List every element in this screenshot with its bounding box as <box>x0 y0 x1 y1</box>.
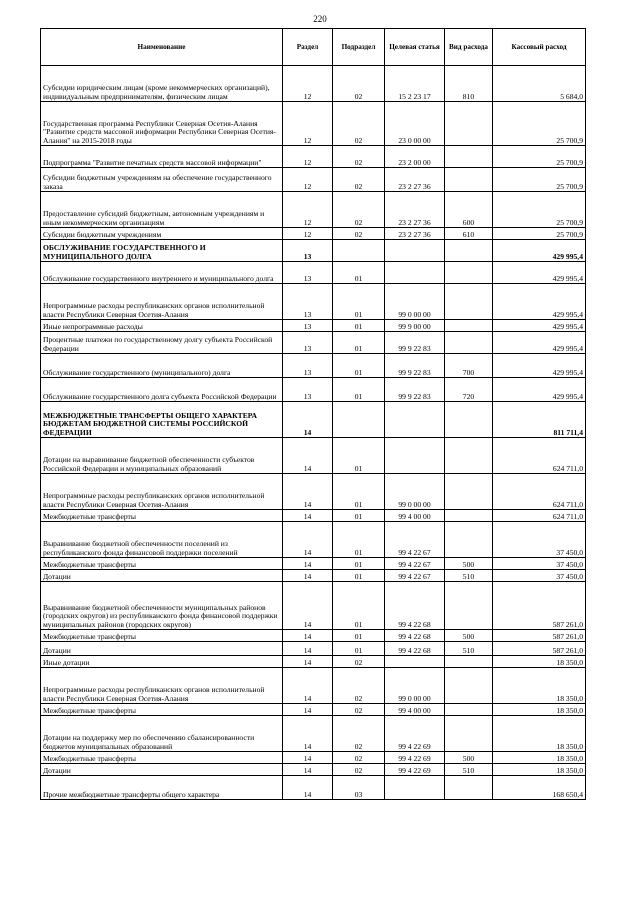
cell-subsection: 01 <box>333 332 385 354</box>
cell-kind: 700 <box>445 354 493 378</box>
cell-section: 14 <box>283 752 333 764</box>
cell-section: 12 <box>283 102 333 146</box>
cell-subsection: 02 <box>333 102 385 146</box>
cell-target: 23 0 00 00 <box>385 102 445 146</box>
cell-cash: 587 261,0 <box>493 582 586 630</box>
cell-subsection: 02 <box>333 656 385 668</box>
table-row <box>41 102 586 146</box>
table-row <box>41 284 586 320</box>
cell-section: 13 <box>283 262 333 284</box>
cell-subsection <box>333 240 385 262</box>
cell-section: 13 <box>283 354 333 378</box>
table-row <box>41 704 586 716</box>
cell-subsection: 02 <box>333 192 385 228</box>
cell-cash: 18 350,0 <box>493 716 586 752</box>
table-row <box>41 642 586 656</box>
cell-kind <box>445 704 493 716</box>
cell-cash: 18 350,0 <box>493 656 586 668</box>
cell-cash: 429 995,4 <box>493 378 586 402</box>
cell-section: 14 <box>283 402 333 438</box>
cell-kind <box>445 582 493 630</box>
cell-target: 99 4 22 69 <box>385 764 445 776</box>
cell-target: 23 2 27 36 <box>385 192 445 228</box>
cell-name: Межбюджетные трансферты <box>41 752 283 764</box>
cell-target: 99 4 22 68 <box>385 630 445 642</box>
cell-subsection: 02 <box>333 704 385 716</box>
cell-name: Выравнивание бюджетной обеспеченности муниципальных районов (городских округов) из республиканского фонда финансовой поддержки муниципальных районов (городских округов) <box>41 582 283 630</box>
cell-section: 12 <box>283 146 333 168</box>
header-cash: Кассовый расход <box>493 29 586 66</box>
cell-subsection: 01 <box>333 630 385 642</box>
cell-name: Дотации на поддержку мер по обеспечению сбалансированности бюджетов муниципальных образований <box>41 716 283 752</box>
cell-cash: 18 350,0 <box>493 764 586 776</box>
cell-name: Обслуживание государственного (муниципального) долга <box>41 354 283 378</box>
table-row <box>41 716 586 752</box>
cell-target: 99 4 22 69 <box>385 752 445 764</box>
cell-name: Дотации <box>41 764 283 776</box>
table-row <box>41 776 586 800</box>
cell-kind: 600 <box>445 192 493 228</box>
cell-target: 99 0 00 00 <box>385 284 445 320</box>
table-row <box>41 570 586 582</box>
table-row <box>41 66 586 102</box>
cell-cash: 429 995,4 <box>493 320 586 332</box>
cell-target: 99 4 00 00 <box>385 510 445 522</box>
cell-kind: 500 <box>445 558 493 570</box>
table-row <box>41 522 586 558</box>
cell-subsection: 02 <box>333 764 385 776</box>
cell-target <box>385 656 445 668</box>
cell-subsection: 02 <box>333 168 385 192</box>
cell-cash: 18 350,0 <box>493 668 586 704</box>
cell-section: 14 <box>283 704 333 716</box>
cell-target <box>385 776 445 800</box>
cell-subsection: 01 <box>333 582 385 630</box>
cell-section: 14 <box>283 656 333 668</box>
table-row <box>41 192 586 228</box>
cell-name: Выравнивание бюджетной обеспеченности поселений из республиканского фонда финансовой поддержки поселений <box>41 522 283 558</box>
table-row <box>41 752 586 764</box>
cell-kind <box>445 474 493 510</box>
cell-subsection: 01 <box>333 354 385 378</box>
table-body <box>41 66 586 800</box>
header-target: Целевая статья <box>385 29 445 66</box>
cell-name: Непрограммные расходы республиканских органов исполнительной власти Республики Северная Осетия-Алания <box>41 668 283 704</box>
cell-target: 99 9 22 83 <box>385 354 445 378</box>
cell-kind: 500 <box>445 752 493 764</box>
table-row <box>41 402 586 438</box>
cell-name: Государственная программа Республики Северная Осетия-Алания "Развитие средств массовой информации Республики Северная Осетия-Алания" на 2015-2018 годы <box>41 102 283 146</box>
cell-section: 14 <box>283 776 333 800</box>
cell-target: 99 4 22 67 <box>385 522 445 558</box>
cell-subsection: 03 <box>333 776 385 800</box>
cell-section: 14 <box>283 522 333 558</box>
table-row <box>41 168 586 192</box>
cell-subsection: 01 <box>333 262 385 284</box>
cell-name: Дотации на выравнивание бюджетной обеспеченности субъектов Российской Федерации и муниципальных образований <box>41 438 283 474</box>
header-kind: Вид расхода <box>445 29 493 66</box>
table-header-row <box>41 29 586 66</box>
cell-subsection: 01 <box>333 522 385 558</box>
cell-section: 13 <box>283 284 333 320</box>
cell-section: 14 <box>283 764 333 776</box>
cell-cash: 429 995,4 <box>493 354 586 378</box>
table-row <box>41 474 586 510</box>
cell-section: 12 <box>283 168 333 192</box>
cell-target <box>385 438 445 474</box>
cell-name: Подпрограмма "Развитие печатных средств массовой информации" <box>41 146 283 168</box>
table-row <box>41 378 586 402</box>
table-row <box>41 262 586 284</box>
cell-section: 12 <box>283 228 333 240</box>
table-row <box>41 438 586 474</box>
cell-target: 99 4 22 68 <box>385 582 445 630</box>
cell-cash: 587 261,0 <box>493 642 586 656</box>
cell-name: Дотации <box>41 570 283 582</box>
cell-cash: 624 711,0 <box>493 474 586 510</box>
cell-name: Обслуживание государственного внутреннего и муниципального долга <box>41 262 283 284</box>
cell-cash: 37 450,0 <box>493 570 586 582</box>
cell-subsection: 01 <box>333 378 385 402</box>
cell-subsection: 01 <box>333 320 385 332</box>
cell-target: 99 4 00 00 <box>385 704 445 716</box>
cell-kind <box>445 240 493 262</box>
cell-section: 12 <box>283 192 333 228</box>
table-row <box>41 630 586 642</box>
cell-subsection: 01 <box>333 558 385 570</box>
cell-subsection: 02 <box>333 66 385 102</box>
cell-kind: 500 <box>445 630 493 642</box>
cell-section: 13 <box>283 332 333 354</box>
header-subsection: Подраздел <box>333 29 385 66</box>
cell-target: 99 4 22 69 <box>385 716 445 752</box>
cell-kind <box>445 332 493 354</box>
cell-cash: 37 450,0 <box>493 522 586 558</box>
cell-kind: 610 <box>445 228 493 240</box>
cell-section: 13 <box>283 320 333 332</box>
cell-cash: 37 450,0 <box>493 558 586 570</box>
cell-target: 99 4 22 68 <box>385 642 445 656</box>
cell-name: Субсидии бюджетным учреждениям <box>41 228 283 240</box>
cell-cash: 429 995,4 <box>493 262 586 284</box>
cell-section: 14 <box>283 510 333 522</box>
cell-kind <box>445 284 493 320</box>
cell-target: 99 9 22 83 <box>385 332 445 354</box>
table-row <box>41 332 586 354</box>
cell-target: 99 4 22 67 <box>385 558 445 570</box>
header-section: Раздел <box>283 29 333 66</box>
cell-subsection: 01 <box>333 642 385 656</box>
cell-subsection: 01 <box>333 438 385 474</box>
cell-cash: 18 350,0 <box>493 752 586 764</box>
cell-cash: 25 700,9 <box>493 102 586 146</box>
cell-name: Иные дотации <box>41 656 283 668</box>
budget-table <box>40 28 586 800</box>
table-row <box>41 228 586 240</box>
cell-name: Межбюджетные трансферты <box>41 558 283 570</box>
cell-subsection <box>333 402 385 438</box>
cell-section: 14 <box>283 668 333 704</box>
table-row <box>41 320 586 332</box>
cell-name: Иные непрограммные расходы <box>41 320 283 332</box>
cell-name: Процентные платежи по государственному долгу субъекта Российской Федерации <box>41 332 283 354</box>
cell-section: 14 <box>283 438 333 474</box>
cell-target: 99 0 00 00 <box>385 668 445 704</box>
table-row <box>41 146 586 168</box>
cell-cash: 811 711,4 <box>493 402 586 438</box>
cell-name: МЕЖБЮДЖЕТНЫЕ ТРАНСФЕРТЫ ОБЩЕГО ХАРАКТЕРА БЮДЖЕТАМ БЮДЖЕТНОЙ СИСТЕМЫ РОССИЙСКОЙ ФЕДЕРАЦИИ <box>41 402 283 438</box>
table-row <box>41 240 586 262</box>
cell-target: 99 0 00 00 <box>385 474 445 510</box>
table-row <box>41 510 586 522</box>
table-row <box>41 656 586 668</box>
cell-cash: 429 995,4 <box>493 284 586 320</box>
cell-target: 23 2 27 36 <box>385 168 445 192</box>
cell-target: 15 2 23 17 <box>385 66 445 102</box>
cell-section: 14 <box>283 630 333 642</box>
cell-name: Межбюджетные трансферты <box>41 704 283 716</box>
cell-subsection: 02 <box>333 228 385 240</box>
cell-kind <box>445 402 493 438</box>
cell-kind: 510 <box>445 764 493 776</box>
cell-kind <box>445 146 493 168</box>
table-row <box>41 558 586 570</box>
cell-name: ОБСЛУЖИВАНИЕ ГОСУДАРСТВЕННОГО И МУНИЦИПАЛЬНОГО ДОЛГА <box>41 240 283 262</box>
cell-section: 13 <box>283 240 333 262</box>
cell-kind <box>445 656 493 668</box>
cell-cash: 624 711,0 <box>493 510 586 522</box>
cell-cash: 5 684,0 <box>493 66 586 102</box>
table-row <box>41 668 586 704</box>
cell-section: 14 <box>283 570 333 582</box>
table-row <box>41 582 586 630</box>
cell-section: 12 <box>283 66 333 102</box>
cell-subsection: 01 <box>333 510 385 522</box>
cell-kind <box>445 776 493 800</box>
cell-name: Субсидии бюджетным учреждениям на обеспечение государственного заказа <box>41 168 283 192</box>
cell-kind <box>445 716 493 752</box>
cell-section: 14 <box>283 558 333 570</box>
table-row <box>41 354 586 378</box>
cell-subsection: 01 <box>333 570 385 582</box>
cell-cash: 25 700,9 <box>493 228 586 240</box>
cell-cash: 18 350,0 <box>493 704 586 716</box>
cell-subsection: 02 <box>333 716 385 752</box>
cell-kind <box>445 102 493 146</box>
page-number: 220 <box>313 14 327 24</box>
cell-name: Обслуживание государственного долга субъекта Российской Федерации <box>41 378 283 402</box>
cell-section: 13 <box>283 378 333 402</box>
cell-subsection: 01 <box>333 474 385 510</box>
cell-name: Межбюджетные трансферты <box>41 510 283 522</box>
cell-cash: 168 650,4 <box>493 776 586 800</box>
cell-cash: 429 995,4 <box>493 240 586 262</box>
cell-kind <box>445 320 493 332</box>
cell-target: 23 2 27 36 <box>385 228 445 240</box>
cell-subsection: 02 <box>333 668 385 704</box>
cell-subsection: 01 <box>333 284 385 320</box>
cell-cash: 25 700,9 <box>493 192 586 228</box>
cell-cash: 429 995,4 <box>493 332 586 354</box>
header-name: Наименование <box>41 29 283 66</box>
cell-name: Непрограммные расходы республиканских органов исполнительной власти Республики Северная Осетия-Алания <box>41 284 283 320</box>
cell-subsection: 02 <box>333 146 385 168</box>
cell-name: Прочие межбюджетные трансферты общего характера <box>41 776 283 800</box>
cell-target <box>385 262 445 284</box>
cell-kind <box>445 168 493 192</box>
cell-target <box>385 240 445 262</box>
cell-kind <box>445 262 493 284</box>
cell-name: Субсидии юридическим лицам (кроме некоммерческих организаций), индивидуальным предпринимателям, физическим лицам <box>41 66 283 102</box>
table-row <box>41 764 586 776</box>
cell-name: Непрограммные расходы республиканских органов исполнительной власти Республики Северная Осетия-Алания <box>41 474 283 510</box>
cell-section: 14 <box>283 642 333 656</box>
cell-subsection: 02 <box>333 752 385 764</box>
cell-kind: 720 <box>445 378 493 402</box>
cell-section: 14 <box>283 474 333 510</box>
cell-name: Предоставление субсидий бюджетным, автономным учреждениям и иным некоммерческим организациям <box>41 192 283 228</box>
cell-kind <box>445 668 493 704</box>
cell-kind: 510 <box>445 642 493 656</box>
cell-cash: 25 700,9 <box>493 146 586 168</box>
cell-cash: 25 700,9 <box>493 168 586 192</box>
cell-kind <box>445 510 493 522</box>
cell-target <box>385 402 445 438</box>
cell-kind: 510 <box>445 570 493 582</box>
cell-target: 99 9 00 00 <box>385 320 445 332</box>
cell-name: Дотации <box>41 642 283 656</box>
cell-target: 23 2 00 00 <box>385 146 445 168</box>
cell-cash: 587 261,0 <box>493 630 586 642</box>
cell-cash: 624 711,0 <box>493 438 586 474</box>
cell-target: 99 9 22 83 <box>385 378 445 402</box>
cell-section: 14 <box>283 716 333 752</box>
cell-target: 99 4 22 67 <box>385 570 445 582</box>
cell-name: Межбюджетные трансферты <box>41 630 283 642</box>
cell-kind <box>445 438 493 474</box>
cell-kind: 810 <box>445 66 493 102</box>
cell-kind <box>445 522 493 558</box>
cell-section: 14 <box>283 582 333 630</box>
